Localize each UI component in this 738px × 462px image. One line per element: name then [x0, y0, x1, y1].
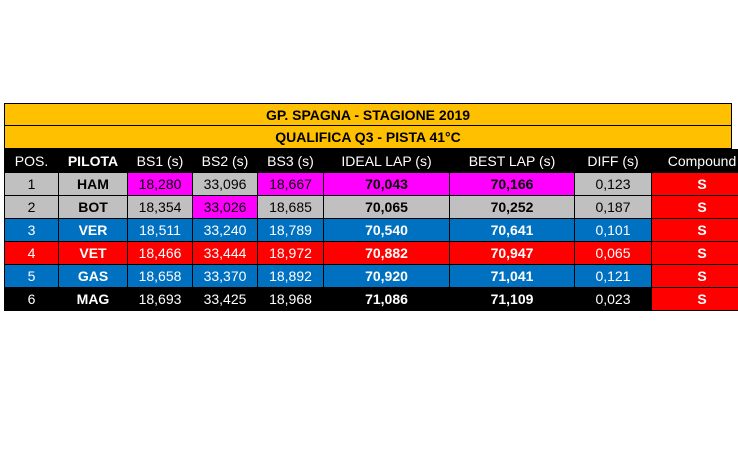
table-row	[5, 265, 738, 288]
cell-best-lap: 70,166	[450, 173, 575, 196]
cell-ideal-lap: 71,086	[324, 288, 450, 311]
table-row	[5, 173, 738, 196]
cell-bs2: 33,425	[193, 288, 258, 311]
header-best-lap: BEST LAP (s)	[450, 150, 575, 173]
table-row	[5, 242, 738, 265]
cell-best-lap: 71,041	[450, 265, 575, 288]
cell-diff: 0,023	[575, 288, 652, 311]
cell-driver: VET	[59, 242, 128, 265]
cell-diff: 0,121	[575, 265, 652, 288]
cell-compound: S	[652, 265, 738, 288]
header-pos: POS.	[5, 150, 59, 173]
cell-bs2: 33,240	[193, 219, 258, 242]
cell-pos: 3	[5, 219, 59, 242]
header-bs1: BS1 (s)	[128, 150, 193, 173]
qualifying-table-container	[4, 103, 737, 311]
cell-ideal-lap: 70,882	[324, 242, 450, 265]
cell-bs3: 18,789	[258, 219, 324, 242]
cell-diff: 0,123	[575, 173, 652, 196]
cell-bs2: 33,026	[193, 196, 258, 219]
cell-bs2: 33,096	[193, 173, 258, 196]
header-bs2: BS2 (s)	[193, 150, 258, 173]
cell-driver: MAG	[59, 288, 128, 311]
table-row	[5, 288, 738, 311]
cell-bs1: 18,280	[128, 173, 193, 196]
cell-bs1: 18,354	[128, 196, 193, 219]
cell-best-lap: 70,252	[450, 196, 575, 219]
cell-bs2: 33,444	[193, 242, 258, 265]
cell-bs3: 18,972	[258, 242, 324, 265]
header-ideal-lap: IDEAL LAP (s)	[324, 150, 450, 173]
header-diff: DIFF (s)	[575, 150, 652, 173]
cell-driver: GAS	[59, 265, 128, 288]
cell-bs1: 18,693	[128, 288, 193, 311]
cell-ideal-lap: 70,043	[324, 173, 450, 196]
cell-pos: 1	[5, 173, 59, 196]
cell-bs3: 18,968	[258, 288, 324, 311]
cell-diff: 0,101	[575, 219, 652, 242]
cell-pos: 2	[5, 196, 59, 219]
header-driver: PILOTA	[59, 150, 128, 173]
cell-bs1: 18,511	[128, 219, 193, 242]
cell-compound: S	[652, 196, 738, 219]
table-row	[5, 219, 738, 242]
cell-diff: 0,065	[575, 242, 652, 265]
cell-bs3: 18,667	[258, 173, 324, 196]
cell-driver: VER	[59, 219, 128, 242]
cell-compound: S	[652, 242, 738, 265]
cell-compound: S	[652, 288, 738, 311]
cell-ideal-lap: 70,920	[324, 265, 450, 288]
cell-bs1: 18,466	[128, 242, 193, 265]
table-row	[5, 196, 738, 219]
qualifying-table	[4, 149, 738, 311]
cell-bs3: 18,685	[258, 196, 324, 219]
cell-pos: 5	[5, 265, 59, 288]
cell-pos: 4	[5, 242, 59, 265]
cell-compound: S	[652, 173, 738, 196]
table-body	[5, 173, 738, 311]
cell-best-lap: 71,109	[450, 288, 575, 311]
cell-best-lap: 70,641	[450, 219, 575, 242]
cell-bs1: 18,658	[128, 265, 193, 288]
cell-compound: S	[652, 219, 738, 242]
table-title: GP. SPAGNA - STAGIONE 2019	[4, 103, 732, 126]
cell-bs3: 18,892	[258, 265, 324, 288]
cell-ideal-lap: 70,540	[324, 219, 450, 242]
cell-pos: 6	[5, 288, 59, 311]
cell-bs2: 33,370	[193, 265, 258, 288]
table-subtitle: QUALIFICA Q3 - PISTA 41°C	[4, 126, 732, 149]
header-row	[5, 150, 738, 173]
cell-driver: BOT	[59, 196, 128, 219]
header-compound: Compound	[652, 150, 738, 173]
cell-ideal-lap: 70,065	[324, 196, 450, 219]
header-bs3: BS3 (s)	[258, 150, 324, 173]
cell-driver: HAM	[59, 173, 128, 196]
cell-best-lap: 70,947	[450, 242, 575, 265]
cell-diff: 0,187	[575, 196, 652, 219]
